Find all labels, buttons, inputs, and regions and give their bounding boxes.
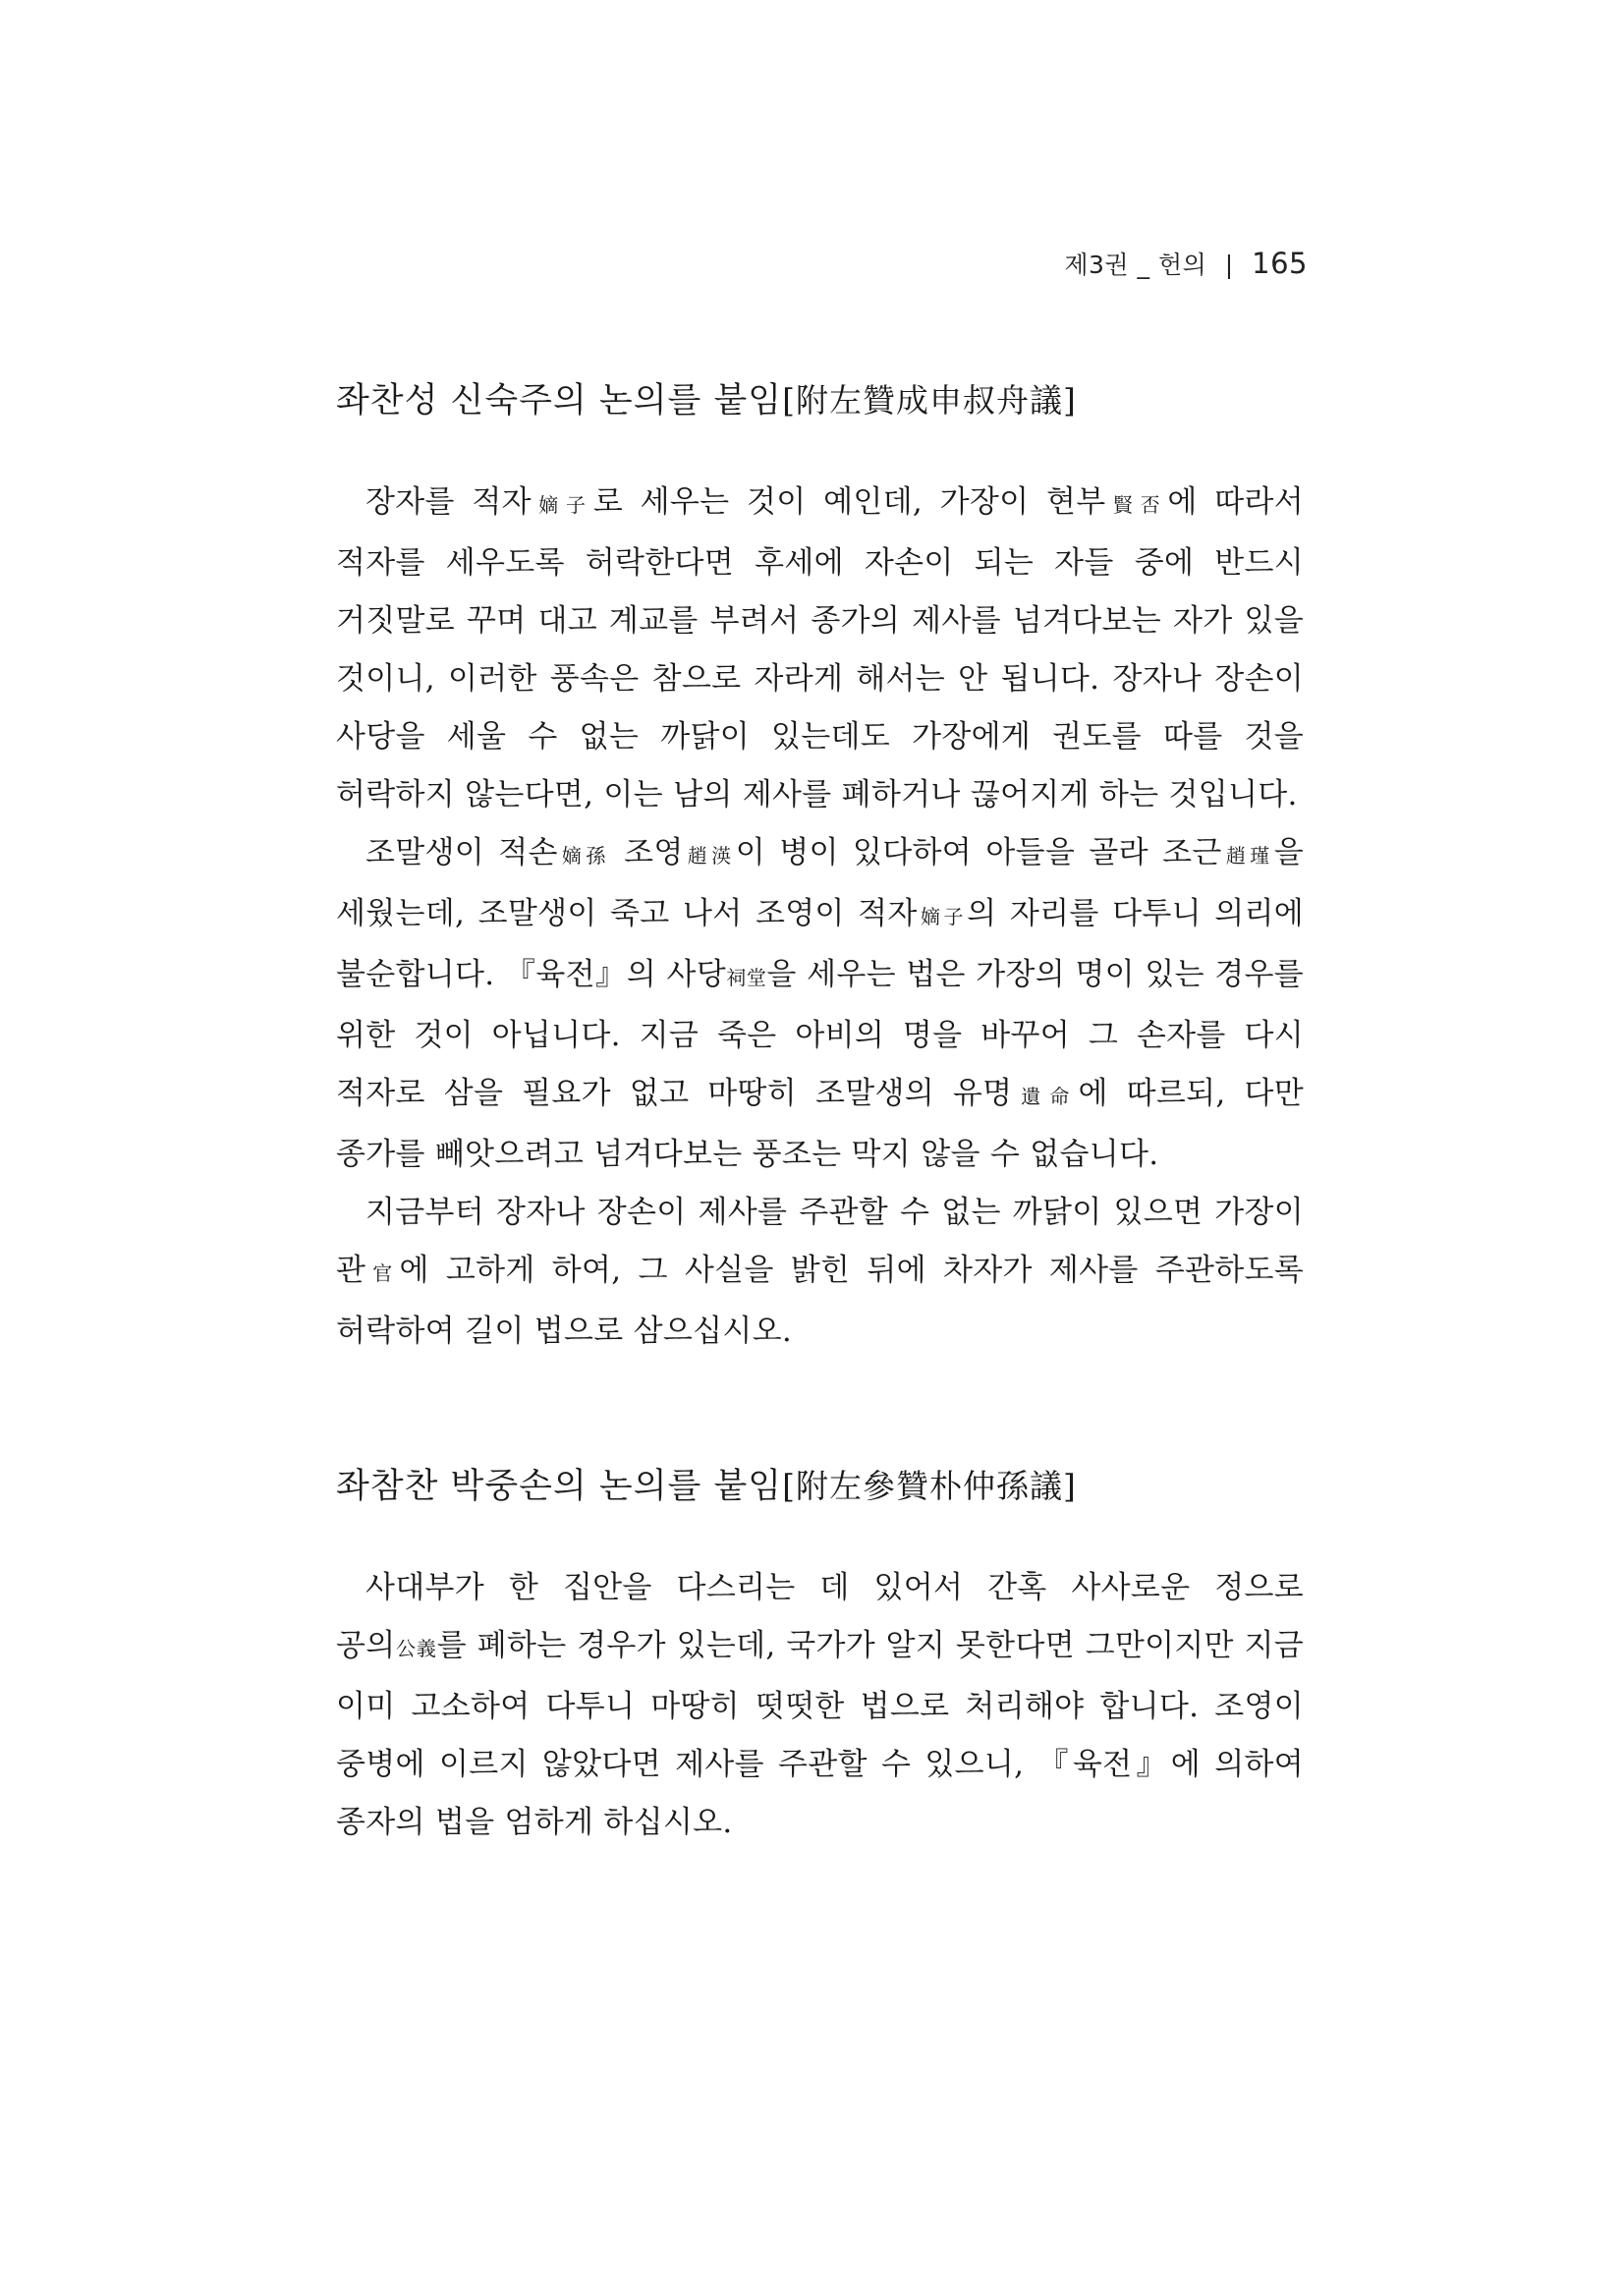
running-head-volume: 제3권 — [1064, 251, 1130, 279]
paragraph — [336, 824, 1304, 1184]
paragraph-text: 에 따라서 적자를 세우도록 허락한다면 후세에 자손이 되는 자들 중에 반드시 거짓말로 꾸며 대고 계교를 부려서 종가의 제사를 넘겨다보는 자가 있을 것이니, 이러한 풍속은 참으로 자라게 해서는 안 됩니다. 장자나 장손이 사당을 세울 수 없는 까닭이 있는데도 가장에게 권도를 따를 것을 허락하지 않는다면, 이는 남의 제사를 폐하거나 끊어지게 하는 것입니다. — [336, 484, 1305, 812]
hanja-gloss: 遺命 — [1012, 1085, 1079, 1108]
paragraph-text: 사대부가 한 집안을 다스리는 데 있어서 간혹 사사로운 정으로 공의 — [336, 1570, 1304, 1663]
paragraph-text: 에 따르되, 다만 종가를 빼앗으려고 넘겨다보는 풍조는 막지 않을 수 없습니다. — [336, 1076, 1304, 1172]
heading-hanja: [附左參贊朴仲孫議] — [782, 1467, 1077, 1505]
paragraph — [336, 1184, 1304, 1361]
paragraph-text: 을 세우는 법은 가장의 명이 있는 경우를 위한 것이 아닙니다. 지금 죽은 아비의 명을 바꾸어 그 손자를 다시 적자로 삼을 필요가 없고 마땅히 조말생의 유명 — [336, 957, 1304, 1111]
section-shin-sukju — [336, 373, 1304, 1361]
hanja-gloss: 公義 — [395, 1637, 437, 1660]
running-head-section: 헌의 — [1157, 251, 1207, 279]
paragraph-text: 를 폐하는 경우가 있는데, 국가가 알지 못한다면 그만이지만 지금 이미 고소하여 다투니 마땅히 떳떳한 법으로 처리해야 합니다. 조영이 중병에 이르지 않았다면 제사를 주관할 수 있으니, 『육전』에 의하여 종자의 법을 엄하게 하십시오. — [336, 1628, 1305, 1840]
paragraph-text: 로 세우는 것이 예인데, 가장이 현부 — [592, 484, 1106, 520]
paragraph-text: 을 세웠는데, 조말생이 죽고 나서 조영이 적자 — [336, 835, 1304, 931]
hanja-gloss: 嫡子 — [917, 905, 968, 928]
paragraph-text: 이 병이 있다하여 아들을 골라 조근 — [735, 835, 1222, 870]
hanja-gloss: 嫡孫 — [557, 844, 610, 868]
hanja-gloss: 嫡子 — [531, 493, 593, 517]
hanja-gloss: 趙瑾 — [1221, 844, 1274, 868]
paragraph-text: 지금부터 장자나 장손이 제사를 주관할 수 없는 까닭이 있으면 가장이 관 — [336, 1195, 1304, 1288]
section-heading — [336, 1459, 1304, 1508]
hanja-gloss: 祠堂 — [725, 966, 767, 989]
paragraph-text: 의 자리를 다투니 의리에 불순합니다. 『육전』의 사당 — [336, 896, 1305, 992]
paragraph — [336, 1559, 1304, 1852]
hanja-gloss: 賢否 — [1105, 493, 1168, 517]
heading-korean: 좌찬성 신숙주의 논의를 붙임 — [336, 381, 783, 420]
paragraph-text: 조말생이 적손 — [365, 835, 558, 870]
paragraph-text: 에 고하게 하여, 그 사실을 밝힌 뒤에 차자가 제사를 주관하도록 허락하여 길이 법으로 삼으십시오. — [336, 1253, 1304, 1349]
paragraph-text: 장자를 적자 — [365, 484, 532, 520]
paragraph — [336, 474, 1304, 824]
running-head-divider: | — [1224, 251, 1234, 279]
heading-hanja: [附左贊成申叔舟議] — [782, 381, 1077, 420]
paragraph-text: 조영 — [609, 835, 684, 870]
running-head-separator: _ — [1137, 251, 1150, 279]
hanja-gloss: 官 — [365, 1261, 400, 1285]
hanja-gloss: 趙渶 — [683, 844, 736, 868]
page-number: 165 — [1252, 247, 1308, 280]
section-park-jungson — [336, 1459, 1304, 1852]
section-heading — [336, 373, 1304, 422]
heading-korean: 좌참찬 박중손의 논의를 붙임 — [336, 1467, 783, 1506]
running-head — [1064, 246, 1308, 281]
